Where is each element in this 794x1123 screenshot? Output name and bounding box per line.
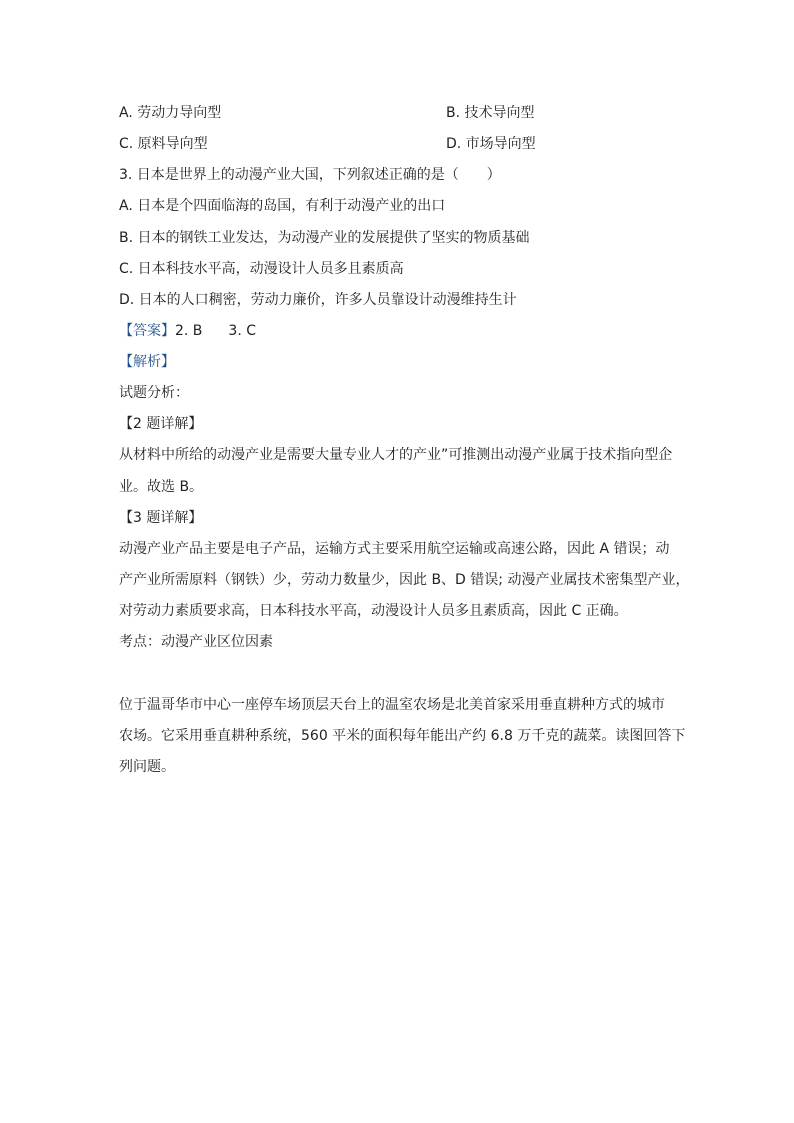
answer-q2: 2. B [175, 323, 203, 339]
q2-detail-line-2: 业。故选 B。 [119, 479, 204, 495]
material-line-1: 位于温哥华市中心一座停车场顶层天台上的温室农场是北美首家采用垂直耕种方式的城市 [119, 697, 665, 713]
q3-option-c: C. 日本科技水平高，动漫设计人员多且素质高 [119, 261, 404, 277]
q3-detail-label: 【3 题详解】 [119, 510, 203, 526]
material-line-3: 列问题。 [119, 759, 175, 775]
q3-option-a: A. 日本是个四面临海的岛国，有利于动漫产业的出口 [119, 198, 446, 214]
answer-row [119, 321, 256, 341]
q3-option-d: D. 日本的人口稠密，劳动力廉价，许多人员靠设计动漫维持生计 [119, 292, 517, 308]
q3-detail-line-2: 产产业所需原料（钢铁）少，劳动力数量少，因此 B、D 错误; 动漫产业属技术密集型产业， [119, 572, 690, 588]
q3-detail-line-3: 对劳动力素质要求高，日本科技水平高，动漫设计人员多且素质高，因此 C 正确。 [119, 603, 628, 619]
answer-label: 【答案】 [119, 323, 175, 339]
q3-option-b: B. 日本的钢铁工业发达，为动漫产业的发展提供了坚实的物质基础 [119, 230, 530, 246]
q3-detail-line-1: 动漫产业产品主要是电子产品，运输方式主要采用航空运输或高速公路，因此 A 错误；动 [119, 541, 670, 557]
q2-detail-line-1: 从材料中所给的动漫产业是需要大量专业人才的产业”可推测出动漫产业属于技术指向型企 [119, 447, 673, 463]
q2-option-b: B. 技术导向型 [446, 105, 535, 121]
q2-option-c: C. 原料导向型 [119, 136, 208, 152]
q3-stem: 3. 日本是世界上的动漫产业大国，下列叙述正确的是（ ） [119, 167, 501, 183]
analysis-intro: 试题分析： [119, 385, 189, 401]
q2-option-a: A. 劳动力导向型 [119, 105, 222, 121]
q2-detail-label: 【2 题详解】 [119, 416, 203, 432]
q2-option-d: D. 市场导向型 [446, 136, 536, 152]
material-line-2: 农场。它采用垂直耕种系统，560 平米的面积每年能出产约 6.8 万千克的蔬菜。读图回答下 [119, 728, 686, 744]
analysis-label: 【解析】 [119, 354, 175, 370]
answer-q3: 3. C [228, 323, 257, 339]
exam-point: 考点：动漫产业区位因素 [119, 634, 273, 650]
